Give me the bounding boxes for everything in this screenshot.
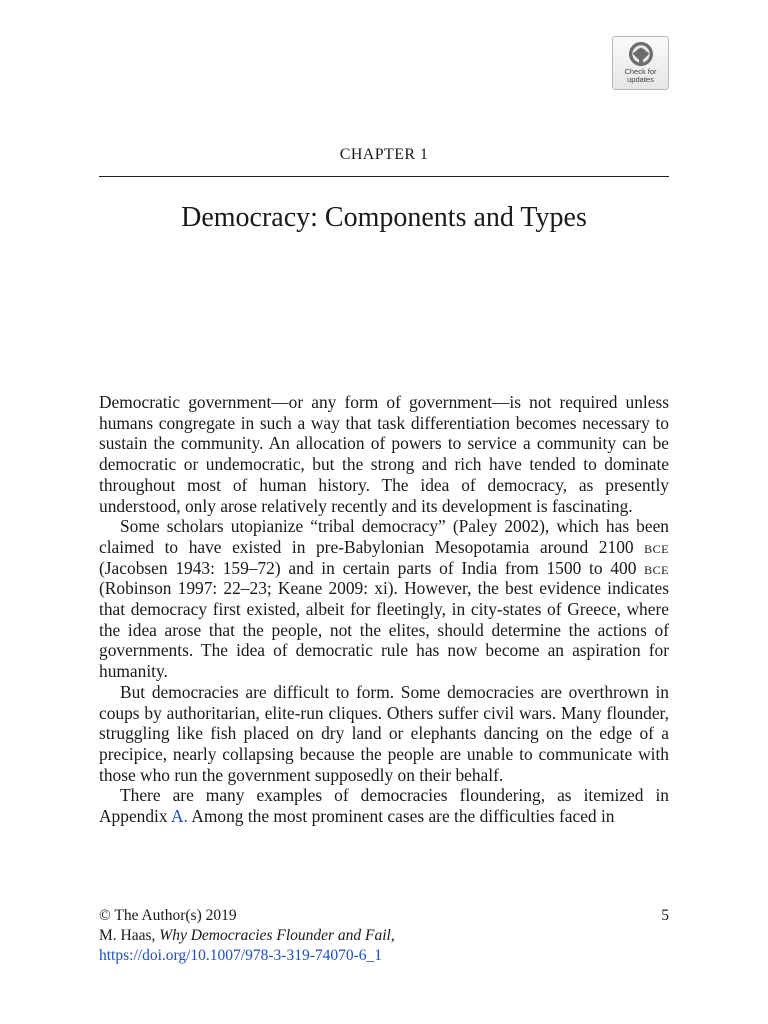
appendix-link[interactable]: A.	[170, 806, 188, 827]
paragraph-2-text-a: Some scholars utopianize “tribal democracy” (Paley 2002), which has been claimed to have existed in pre-Babylonian Mesopotamia around 2100	[99, 516, 669, 557]
copyright-line: © The Author(s) 2019	[99, 907, 237, 924]
page-number: 5	[661, 907, 669, 924]
paragraph-2-text-c: (Robinson 1997: 22–23; Keane 2009: xi). However, the best evidence indicates that democracy first existed, albeit for fleetingly, in city-states of Greece, where the idea arose that the people, not the elites, should determine the actions of governments. The idea of democratic rule has now become an aspiration for humanity.	[99, 578, 669, 682]
era-abbreviation: bce	[644, 536, 669, 557]
page-footer	[99, 906, 669, 966]
paragraph-4-text-b: Among the most prominent cases are the difficulties faced in	[187, 806, 615, 827]
citation-separator: ,	[390, 927, 395, 944]
paragraph-4	[99, 785, 669, 826]
citation-author: M. Haas,	[99, 927, 160, 944]
check-for-updates-badge[interactable]	[612, 36, 669, 90]
paragraph-1: Democratic government—or any form of government—is not required unless humans congregate in such a way that task differentiation becomes necessary to sustain the community. An allocation of powers to service a community can be democratic or undemocratic, but the strong and rich have tended to dominate throughout most of human history. The idea of democracy, as presently understood, only arose relatively recently and its development is fascinating.	[99, 392, 669, 516]
badge-label-line2: updates	[627, 75, 654, 84]
crossmark-icon	[628, 41, 654, 67]
chapter-label: CHAPTER 1	[339, 146, 429, 163]
badge-label	[613, 68, 668, 84]
citation-line	[99, 926, 669, 946]
book-title: Why Democracies Flounder and Fail	[159, 927, 391, 944]
chapter-title: Democracy: Components and Types	[181, 202, 587, 233]
paragraph-2-text-b: (Jacobsen 1943: 159–72) and in certain parts of India from 1500 to 400	[99, 557, 645, 578]
paragraph-3: But democracies are difficult to form. Some democracies are overthrown in coups by authoritarian, elite-run cliques. Others suffer civil wars. Many flounder, struggling like fish placed on dry land or elephants dancing on the edge of a precipice, nearly collapsing because the people are unable to communicate with those who run the government supposedly on their behalf.	[99, 681, 669, 785]
body-text	[99, 392, 669, 827]
chapter-rule	[99, 176, 669, 177]
era-abbreviation: bce	[644, 557, 669, 578]
doi-link[interactable]: https://doi.org/10.1007/978-3-319-74070-6_1	[99, 947, 383, 964]
paragraph-2	[99, 516, 669, 682]
paragraph-4-text-a: There are many examples of democracies floundering, as itemized in Appendix	[99, 785, 669, 827]
badge-label-line1: Check for	[624, 67, 657, 76]
